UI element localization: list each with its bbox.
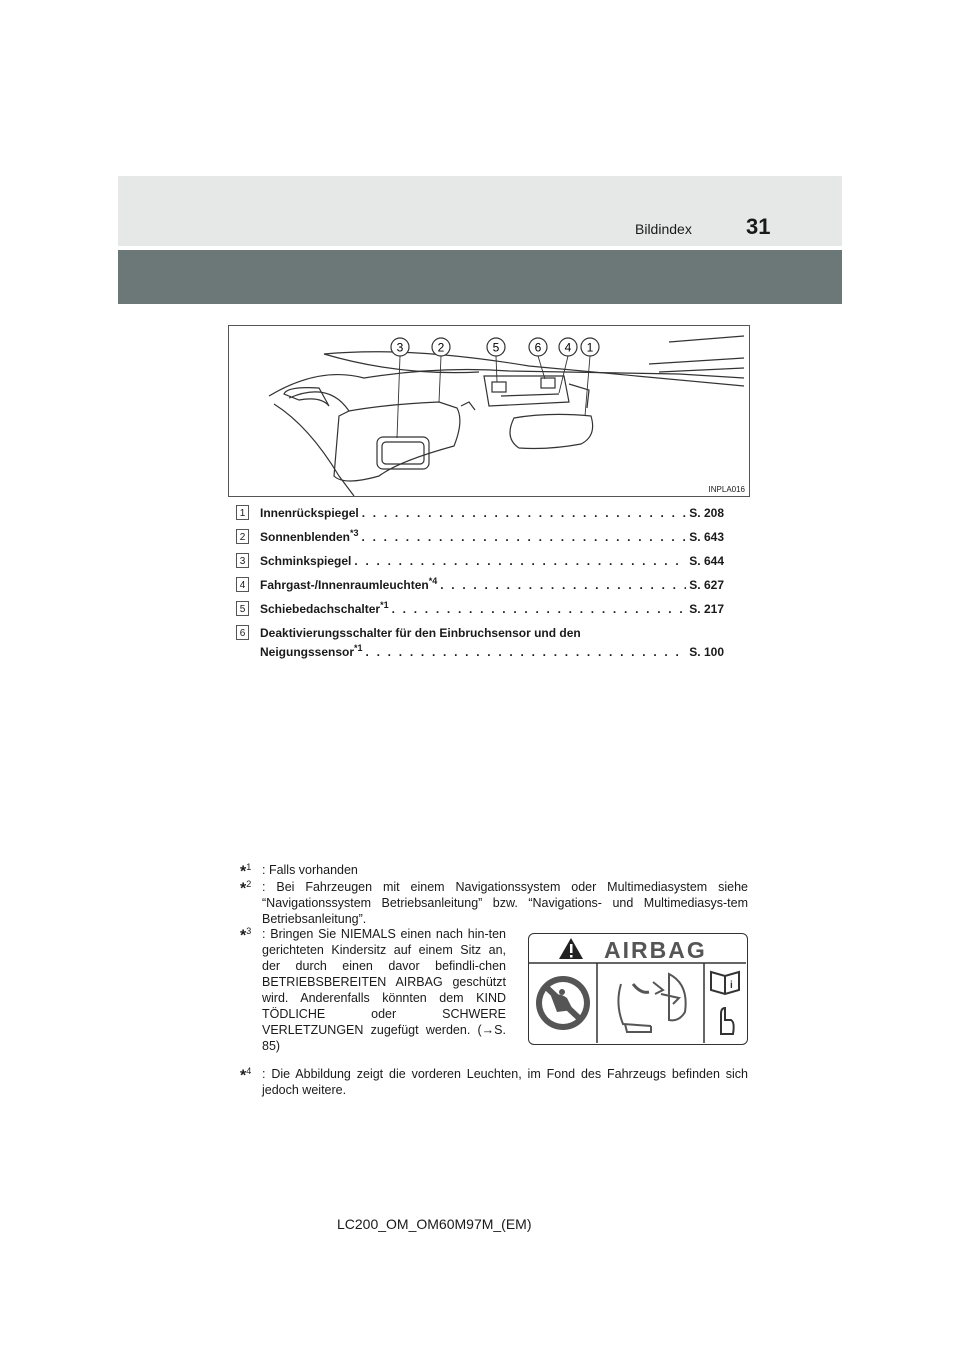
footnote-number: 1: [246, 862, 252, 872]
page-number: 31: [746, 214, 771, 239]
footnote-number: 3: [246, 926, 252, 936]
footnote-ref: *4: [428, 576, 438, 586]
page-reference: S. 643: [689, 530, 724, 544]
leader-dots: [366, 645, 687, 659]
svg-text:i: i: [730, 980, 733, 991]
footnote-ref: *1: [380, 600, 389, 610]
index-label: Fahrgast-/Innenraumleuchten: [260, 578, 429, 592]
callout-label: 5: [492, 340, 500, 355]
leader-dots: [440, 578, 686, 592]
callout-label: 3: [396, 340, 404, 355]
index-label: Innenrückspiegel: [260, 506, 359, 520]
airbag-seat-icon: [618, 974, 685, 1032]
index-number: 5: [236, 601, 249, 616]
footnote-number: 4: [246, 1066, 252, 1076]
document-code: LC200_OM_OM60M97M_(EM): [337, 1216, 532, 1232]
footnote-asterisk: *: [240, 927, 247, 945]
figure-code: INPLA016: [708, 485, 745, 494]
footnote-text: : Falls vorhanden: [262, 863, 358, 877]
no-child-seat-icon: [536, 976, 590, 1030]
index-number: 1: [236, 505, 249, 520]
airbag-warning-graphic: [529, 934, 746, 1043]
index-number: 3: [236, 553, 249, 568]
section-title: Bildindex: [635, 221, 692, 237]
page-reference: S. 208: [689, 506, 724, 520]
footnote-asterisk: *: [240, 1067, 247, 1085]
index-entry: [260, 578, 724, 596]
footnote-text: : Bei Fahrzeugen mit einem Navigationssystem oder Multimediasystem siehe “Navigationssystem Betriebsanleitung” bzw. “Navigations- und Multimediasys-tem Betriebsanleitung”.: [262, 880, 748, 926]
footnote-asterisk: *: [240, 880, 247, 898]
page-reference: S. 644: [689, 554, 724, 568]
index-label: Schiebedachschalter: [260, 602, 381, 616]
headliner-drawing: [229, 326, 749, 496]
index-entry: [260, 506, 724, 524]
footnote-text: : Bringen Sie NIEMALS einen nach hin-ten gerichteten Kindersitz auf einem Sitz an, der durch einen davor befindli-chen BETRIEBSBEREITEN AIRBAG geschützt wird. Anderenfalls könnten dem KIND TÖDLICHE oder SCHWERE VERLETZUNGEN zugefügt werden. (→S. 85): [262, 927, 506, 1053]
page-reference: S. 217: [689, 602, 724, 616]
airbag-warning-label: [528, 933, 748, 1045]
index-label: Sonnenblenden: [260, 530, 350, 544]
index-number: 4: [236, 577, 249, 592]
index-number: 6: [236, 625, 249, 640]
footnote-ref: *3: [350, 528, 359, 538]
airbag-title: AIRBAG: [604, 937, 707, 963]
footnote-asterisk: *: [240, 863, 247, 881]
header-band: [118, 250, 842, 304]
index-entry: [260, 530, 724, 548]
callout-label: 1: [586, 340, 594, 355]
callout-label: 2: [437, 340, 445, 355]
index-entry: [260, 645, 724, 663]
footnote-text: : Die Abbildung zeigt die vorderen Leuchten, im Fond des Fahrzeugs befinden sich jedoch weitere.: [262, 1067, 748, 1097]
warning-triangle-icon: [559, 938, 583, 959]
header-bar: [118, 176, 842, 246]
page-reference: S. 100: [689, 645, 724, 659]
index-label-line1: Deaktivierungsschalter für den Einbruchsensor und den: [260, 626, 581, 640]
interior-illustration: [228, 325, 750, 497]
manual-book-icon: [711, 972, 739, 1034]
leader-dots: [362, 530, 687, 544]
index-entry: [260, 554, 724, 572]
leader-dots: [354, 554, 686, 568]
leader-dots: [362, 506, 687, 520]
index-number: 2: [236, 529, 249, 544]
leader-dots: [392, 602, 687, 616]
callout-label: 6: [534, 340, 542, 355]
index-label: Schminkspiegel: [260, 554, 352, 568]
callout-label: 4: [564, 340, 572, 355]
footnote-ref: *1: [354, 643, 363, 653]
index-entry: [260, 602, 724, 620]
page-reference: S. 627: [689, 578, 724, 592]
footnote-number: 2: [246, 879, 252, 889]
index-label: Neigungssensor: [260, 645, 355, 659]
